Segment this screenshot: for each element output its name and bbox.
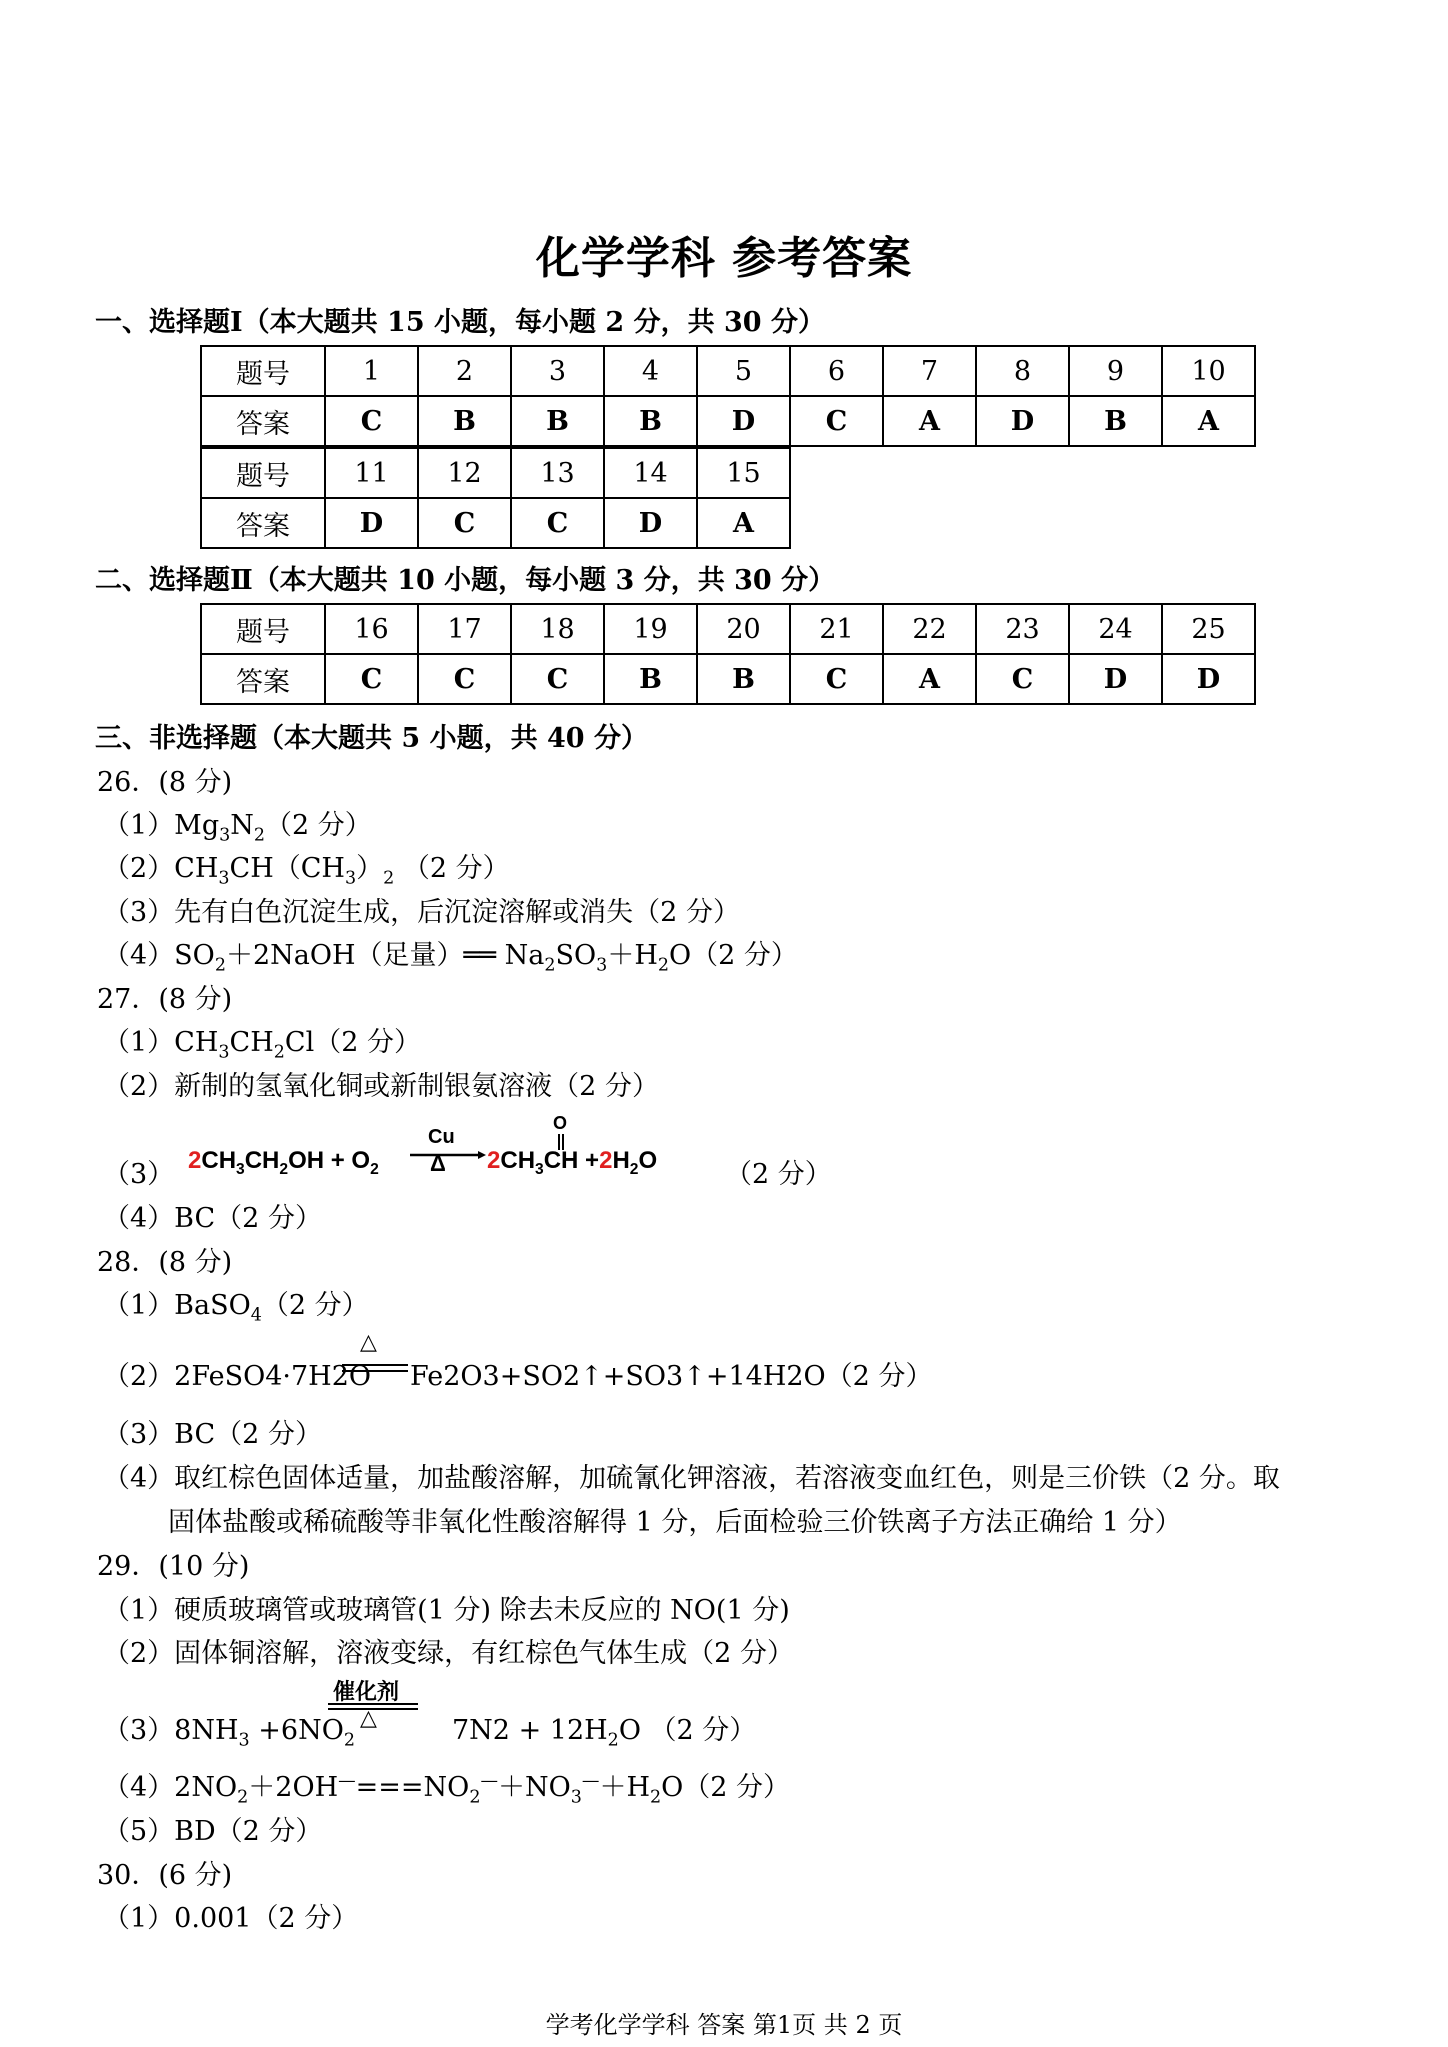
q28-part3: （3）BC（2 分） [103, 1419, 322, 1450]
question-number: 23 [976, 604, 1069, 654]
question-number: 8 [976, 346, 1069, 396]
answer-row [201, 498, 790, 548]
answer-cell: A [1162, 396, 1255, 446]
question-number: 4 [604, 346, 697, 396]
q28-part1: （1）BaSO$_4$（2 分） [103, 1290, 369, 1326]
answer-cell: B [1069, 396, 1162, 446]
row-label: 题号 [201, 604, 325, 654]
section1-heading: 一、选择题Ⅰ（本大题共 15 小题，每小题 2 分，共 30 分） [95, 307, 825, 338]
answer-cell: B [511, 396, 604, 446]
question-number: 15 [697, 448, 790, 498]
question-number: 21 [790, 604, 883, 654]
q30-part1: （1）0.001（2 分） [103, 1903, 359, 1934]
q27-part2: （2）新制的氢氧化铜或新制银氨溶液（2 分） [103, 1071, 659, 1102]
q26-label: 26．(8 分) [97, 767, 233, 798]
q29-label: 29．(10 分) [97, 1551, 250, 1582]
q26-part3: （3）先有白色沉淀生成，后沉淀溶解或消失（2 分） [103, 897, 740, 928]
question-number: 6 [790, 346, 883, 396]
q27-catalyst: Cu [428, 1126, 455, 1148]
section2-heading: 二、选择题Ⅱ（本大题共 10 小题，每小题 3 分，共 30 分） [95, 565, 836, 596]
question-number: 2 [418, 346, 511, 396]
answer-cell: D [604, 498, 697, 548]
question-number: 18 [511, 604, 604, 654]
q28-part2-right: Fe2O3+SO2↑+SO3↑+14H2O（2 分） [410, 1361, 933, 1392]
answer-cell: C [790, 654, 883, 704]
q29-part2: （2）固体铜溶解，溶液变绿，有红棕色气体生成（2 分） [103, 1638, 794, 1669]
q28-condition: △ [360, 1330, 377, 1355]
answer-cell: C [325, 396, 418, 446]
q27-part3-score: （2 分） [725, 1159, 832, 1190]
double-bond-icon [556, 1134, 566, 1150]
question-row [201, 346, 1255, 396]
answer-cell: C [325, 654, 418, 704]
question-number: 25 [1162, 604, 1255, 654]
reaction-arrow-icon [410, 1150, 486, 1174]
row-label: 题号 [201, 346, 325, 396]
q30-label: 30．(6 分) [97, 1860, 233, 1891]
answer-row [201, 396, 1255, 446]
q27-condition: Δ [430, 1151, 446, 1176]
q27-equation-products: $2CH_3CH +2H_2O$ [487, 1147, 658, 1178]
answer-table-2 [200, 603, 1256, 705]
answer-cell: A [883, 396, 976, 446]
answer-cell: C [790, 396, 883, 446]
q29-part3-left: $(3)8NH_3 +6NO_2$ [103, 1715, 355, 1751]
answer-cell: D [1162, 654, 1255, 704]
question-number: 19 [604, 604, 697, 654]
question-number: 22 [883, 604, 976, 654]
answer-table-1 [200, 345, 1256, 447]
answer-cell: B [418, 396, 511, 446]
answer-row [201, 654, 1255, 704]
equals-sign-icon [342, 1363, 408, 1375]
q28-part4-line2: 固体盐酸或稀硫酸等非氧化性酸溶解得 1 分，后面检验三价铁离子方法正确给 1 分） [168, 1507, 1182, 1538]
page-footer: 学考化学学科 答案 第1页 共 2 页 [545, 2011, 903, 2039]
answer-cell: C [511, 498, 604, 548]
answer-cell: B [697, 654, 790, 704]
question-number: 20 [697, 604, 790, 654]
question-number: 3 [511, 346, 604, 396]
q29-part1: （1）硬质玻璃管或玻璃管(1 分) 除去未反应的 NO(1 分) [103, 1595, 790, 1626]
question-number: 13 [511, 448, 604, 498]
question-number: 5 [697, 346, 790, 396]
q29-part4: $(4)2NO_2+2OH^—===NO_2^—+NO_3^—+H_2O(2$ 分） [103, 1771, 791, 1808]
page-title: 化学学科 参考答案 [535, 233, 913, 284]
q28-part4-line1: （4）取红棕色固体适量，加盐酸溶解，加硫氰化钾溶液，若溶液变血红色，则是三价铁（2 分。取 [103, 1463, 1280, 1494]
question-number: 12 [418, 448, 511, 498]
q26-part4: $(4)SO_2+2NaOH$（足量）══ $Na_2SO_3+H_2O(2$ 分） [103, 940, 798, 976]
answer-cell: D [697, 396, 790, 446]
question-number: 1 [325, 346, 418, 396]
question-number: 11 [325, 448, 418, 498]
section3-heading: 三、非选择题（本大题共 5 小题，共 40 分） [95, 723, 648, 754]
row-label: 答案 [201, 396, 325, 446]
answer-table-1b [200, 447, 791, 549]
question-number: 24 [1069, 604, 1162, 654]
answer-cell: B [604, 654, 697, 704]
q27-equation-reactants: $2CH_3CH_2OH + O_2$ [188, 1147, 379, 1178]
answer-cell: C [418, 654, 511, 704]
row-label: 答案 [201, 498, 325, 548]
question-number: 17 [418, 604, 511, 654]
answer-cell: A [697, 498, 790, 548]
answer-cell: D [325, 498, 418, 548]
answer-cell: C [511, 654, 604, 704]
row-label: 答案 [201, 654, 325, 704]
q27-part4: （4）BC（2 分） [103, 1203, 322, 1234]
answer-cell: C [976, 654, 1069, 704]
q28-label: 28．(8 分) [97, 1247, 233, 1278]
q29-condition: △ [360, 1706, 377, 1731]
question-row [201, 604, 1255, 654]
question-number: 14 [604, 448, 697, 498]
question-number: 9 [1069, 346, 1162, 396]
q26-part2: $(2)CH_3CH(CH_3)_2$ （2 分） [103, 853, 510, 889]
q27-part3-label: （3） [103, 1159, 175, 1190]
question-number: 16 [325, 604, 418, 654]
answer-cell: A [883, 654, 976, 704]
answer-cell: C [418, 498, 511, 548]
q27-carbonyl-oxygen: O [553, 1113, 568, 1133]
question-number: 7 [883, 346, 976, 396]
answer-cell: D [976, 396, 1069, 446]
question-row [201, 448, 790, 498]
q29-catalyst: 催化剂 [333, 1680, 400, 1705]
row-label: 题号 [201, 448, 325, 498]
q27-label: 27．(8 分) [97, 984, 233, 1015]
answer-cell: B [604, 396, 697, 446]
q28-part2-left: （2）2FeSO4·7H2O [103, 1361, 372, 1392]
q26-part1: $(1)Mg_3N_2(2$ 分） [103, 810, 372, 846]
q27-part1: $(1)CH_3CH_2Cl(2$ 分） [103, 1027, 421, 1063]
answer-cell: D [1069, 654, 1162, 704]
q29-part5: （5）BD（2 分） [103, 1816, 323, 1847]
question-number: 10 [1162, 346, 1255, 396]
q29-part3-right: $7N2 + 12H_2O$ （2 分） [452, 1715, 757, 1751]
